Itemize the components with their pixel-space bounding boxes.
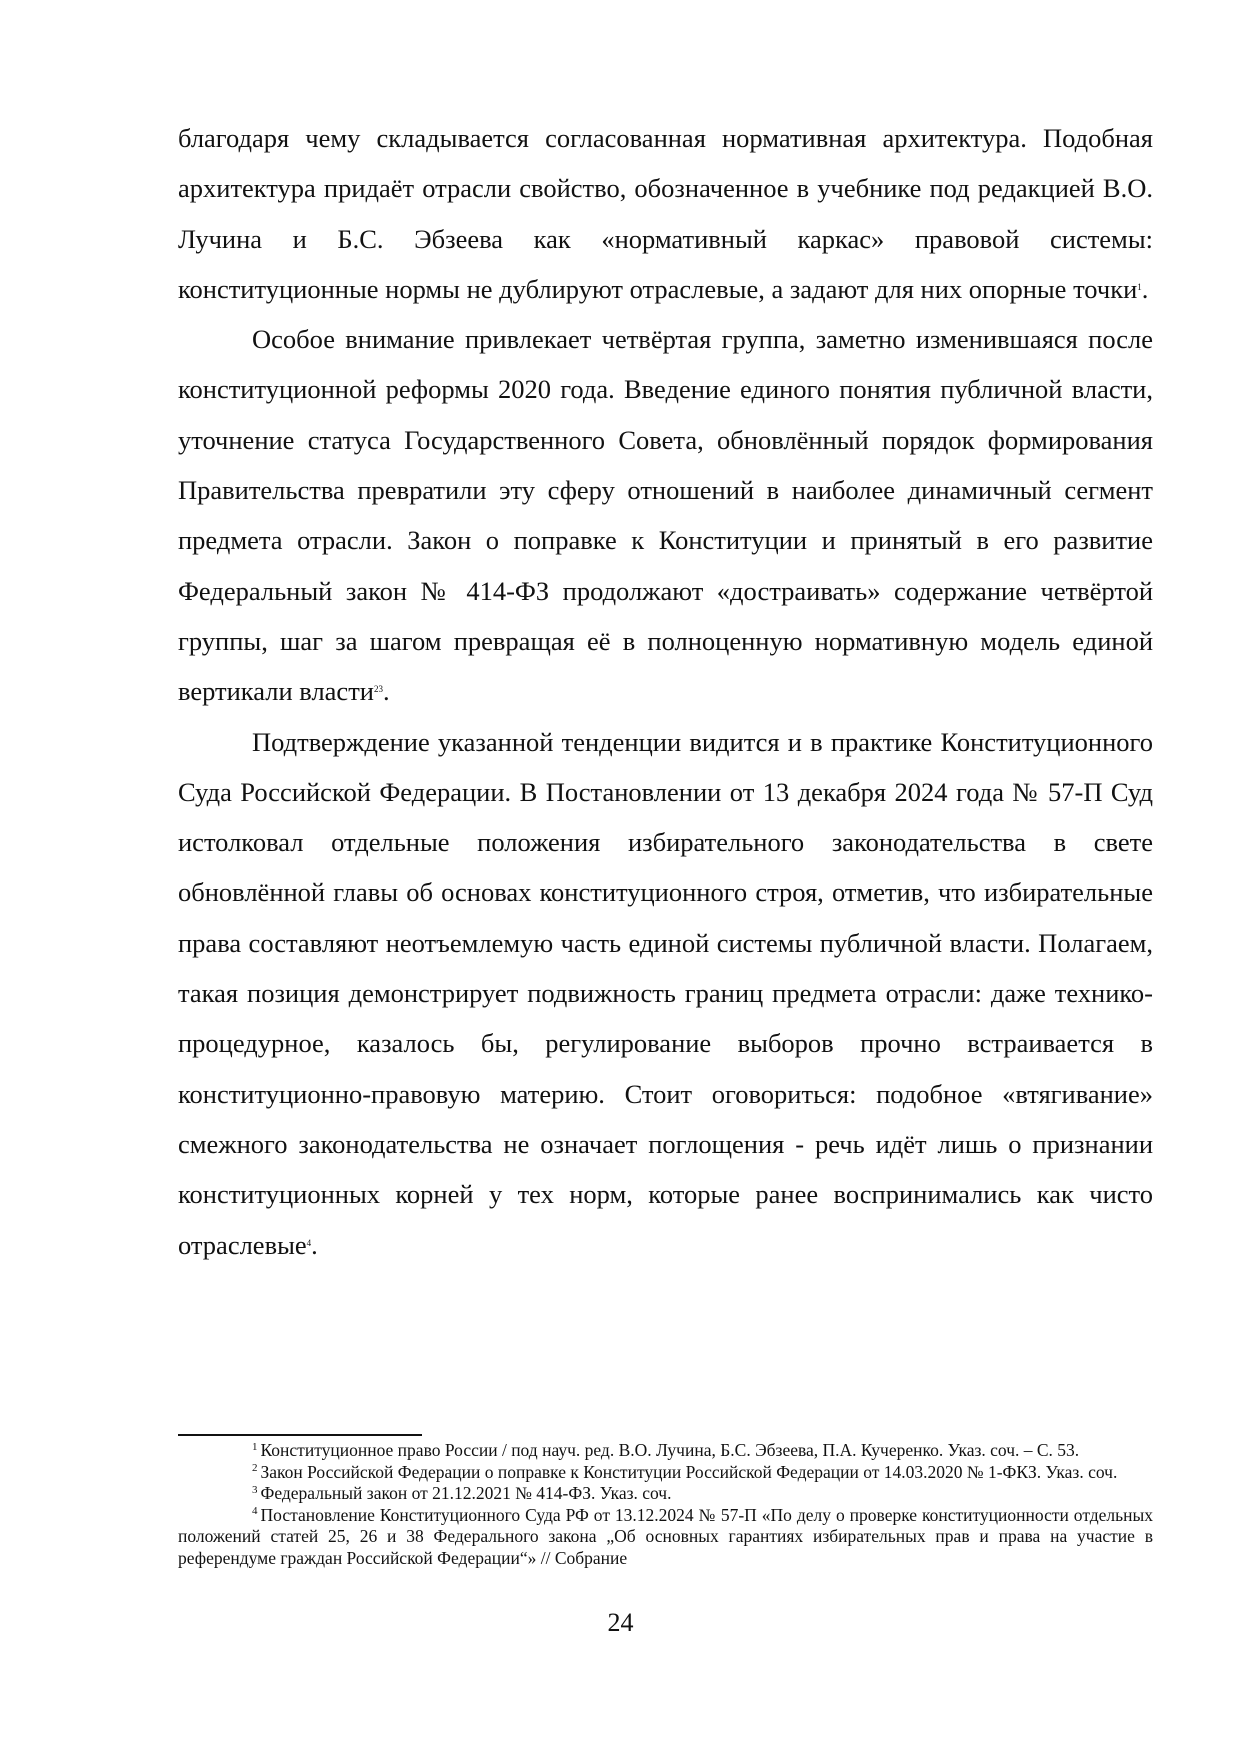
footnote-1-number: 1 (252, 1440, 258, 1453)
footnote-1-text: Конституционное право России / под науч. ред. В.О. Лучина, Б.С. Эбзеева, П.А. Кучеренко. Указ. соч. – С. 53. (260, 1440, 1080, 1460)
footnote-3-number: 3 (252, 1483, 258, 1496)
footnotes (178, 1440, 1153, 1569)
footnote-2-text: Закон Российской Федерации о поправке к Конституции Российской Федерации от 14.03.2020 № 1-ФКЗ. Указ. соч. (260, 1461, 1118, 1482)
footnote-2 (178, 1462, 1153, 1484)
footnote-4-number: 4 (252, 1505, 258, 1518)
paragraph-1-tail: . (1141, 273, 1149, 304)
footnote-2-number: 2 (252, 1462, 258, 1475)
page-number: 24 (607, 1608, 634, 1637)
main-text (178, 113, 1153, 1270)
footnote-3-text: Федеральный закон от 21.12.2021 № 414-ФЗ. Указ. соч. (260, 1483, 672, 1503)
footnote-separator (178, 1434, 422, 1436)
footnote-4-text: Постановление Конституционного Суда РФ от 13.12.2024 № 57-П «По делу о проверке конституционности отдельных положений статей 25, 26 и 38 Федерального закона „Об основных гарантиях избирательных прав и права на участие в референдуме граждан Российской Федерации“» // Собрание (178, 1504, 1153, 1568)
footnote-3 (178, 1483, 1153, 1505)
paragraph-1-text: благодаря чему складывается согласованная нормативная архитектура. Подобная архитектура придаёт отрасли свойство, обозначенное в учебнике под редакцией В.О. Лучина и Б.С. Эбзеева как «нормативный каркас» правовой системы: конституционные нормы не дублируют отраслевые, а задают для них опорные точки (178, 123, 1153, 304)
footnote-ref-23[interactable]: 23 (373, 684, 383, 695)
paragraph-3-tail: . (311, 1229, 318, 1260)
paragraph-2-text: Особое внимание привлекает четвёртая группа, заметно изменившаяся после конституционной реформы 2020 года. Введение единого понятия публичной власти, уточнение статуса Государственного Совета, обновлённый порядок формирования Правительства превратили эту сферу отношений в наиболее динамичный сегмент предмета отрасли. Закон о поправке к Конституции и принятый в его развитие Федеральный закон № 414-ФЗ продолжают «достраивать» содержание четвёртой группы, шаг за шагом превращая её в полноценную нормативную модель единой вертикали власти (178, 324, 1153, 707)
footnote-ref-1[interactable]: 1 (1137, 281, 1142, 292)
footnote-4 (178, 1505, 1153, 1570)
footnote-ref-4[interactable]: 4 (306, 1237, 312, 1248)
paragraph-1 (178, 113, 1153, 314)
footnote-1 (178, 1440, 1153, 1462)
paragraph-3-text: Подтверждение указанной тенденции видится и в практике Конституционного Суда Российской Федерации. В Постановлении от 13 декабря 2024 года № 57-П Суд истолковал отдельные положения избирательного законодательства в свете обновлённой главы об основах конституционного строя, отметив, что избирательные права составляют неотъемлемую часть единой системы публичной власти. Полагаем, такая позиция демонстрирует подвижность границ предмета отрасли: даже технико-процедурное, казалось бы, регулирование выборов прочно встраивается в конституционно-правовую материю. Стоит оговориться: подобное «втягивание» смежного законодательства не означает поглощения - речь идёт лишь о признании конституционных корней у тех норм, которые ранее воспринимались как чисто отраслевые (178, 726, 1153, 1260)
paragraph-3 (178, 717, 1153, 1270)
paragraph-2 (178, 314, 1153, 716)
paragraph-2-tail: . (382, 676, 390, 707)
